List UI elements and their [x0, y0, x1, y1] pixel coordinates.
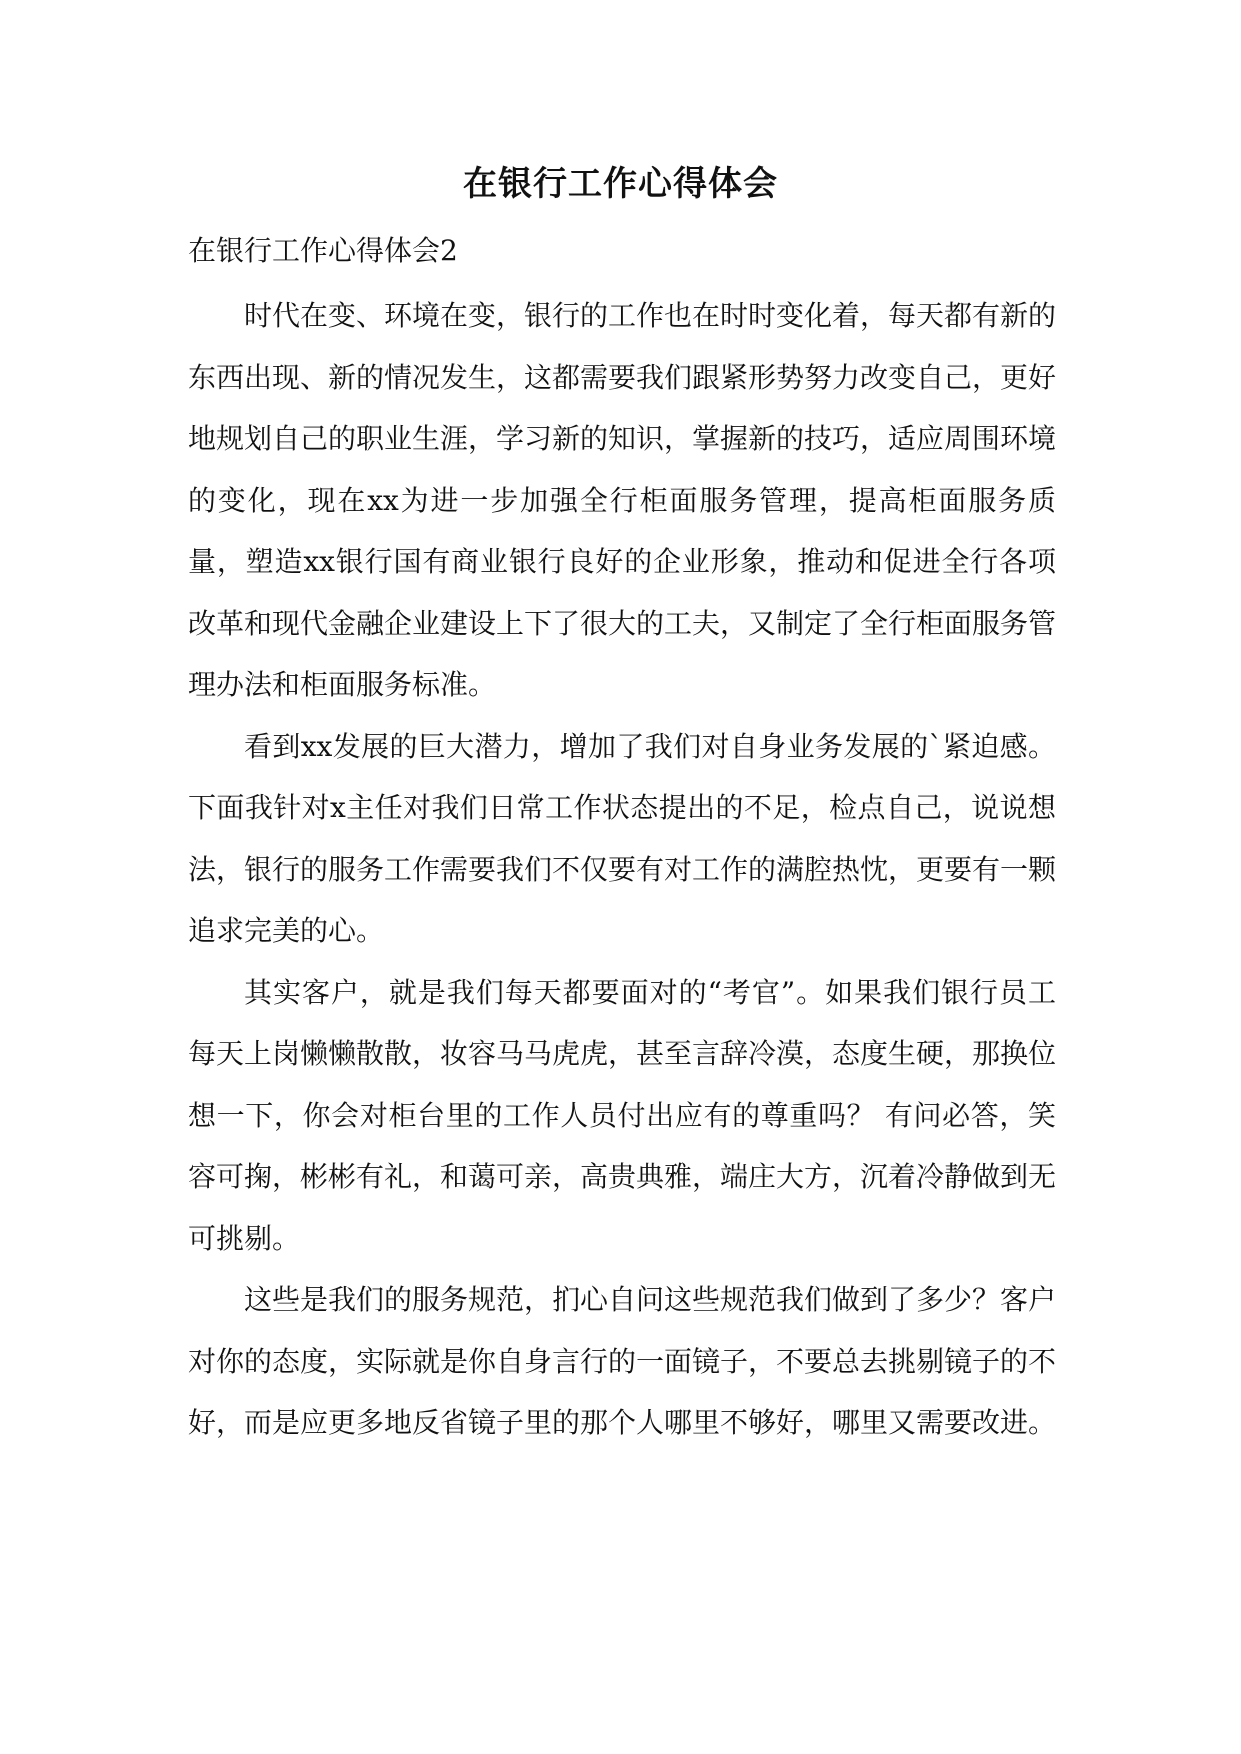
paragraph-2: 看到xx发展的巨大潜力，增加了我们对自身业务发展的`紧迫感。下面我针对x主任对我们日常工作状态提出的不足，检点自己，说说想法，银行的服务工作需要我们不仅要有对工作的满腔热忱，更要有一颗追求完美的心。: [188, 729, 1057, 947]
document-body: [188, 285, 1056, 1454]
paragraph-3: 其实客户，就是我们每天都要面对的“考官”。如果我们银行员工每天上岗懒懒散散，妆容马马虎虎，甚至言辞冷漠，态度生硬，那换位想一下，你会对柜台里的工作人员付出应有的尊重吗？ 有问必答，笑容可掬，彬彬有礼，和蔼可亲，高贵典雅，端庄大方，沉着冷静做到无可挑剔。: [188, 975, 1057, 1255]
paragraph-1: 时代在变、环境在变，银行的工作也在时时变化着，每天都有新的东西出现、新的情况发生，这都需要我们跟紧形势努力改变自己，更好地规划自己的职业生涯，学习新的知识，掌握新的技巧，适应周围环境的变化，现在xx为进一步加强全行柜面服务管理，提高柜面服务质量，塑造xx银行国有商业银行良好的企业形象，推动和促进全行各项改革和现代金融企业建设上下了很大的工夫，又制定了全行柜面服务管理办法和柜面服务标准。: [188, 299, 1057, 701]
document-subtitle: 在银行工作心得体会2: [188, 234, 458, 267]
document-title: 在银行工作心得体会: [463, 164, 778, 204]
paragraph-4: 这些是我们的服务规范，扪心自问这些规范我们做到了多少？客户对你的态度，实际就是你自身言行的一面镜子，不要总去挑剔镜子的不好，而是应更多地反省镜子里的那个人哪里不够好，哪里又需要改进。: [188, 1283, 1057, 1439]
